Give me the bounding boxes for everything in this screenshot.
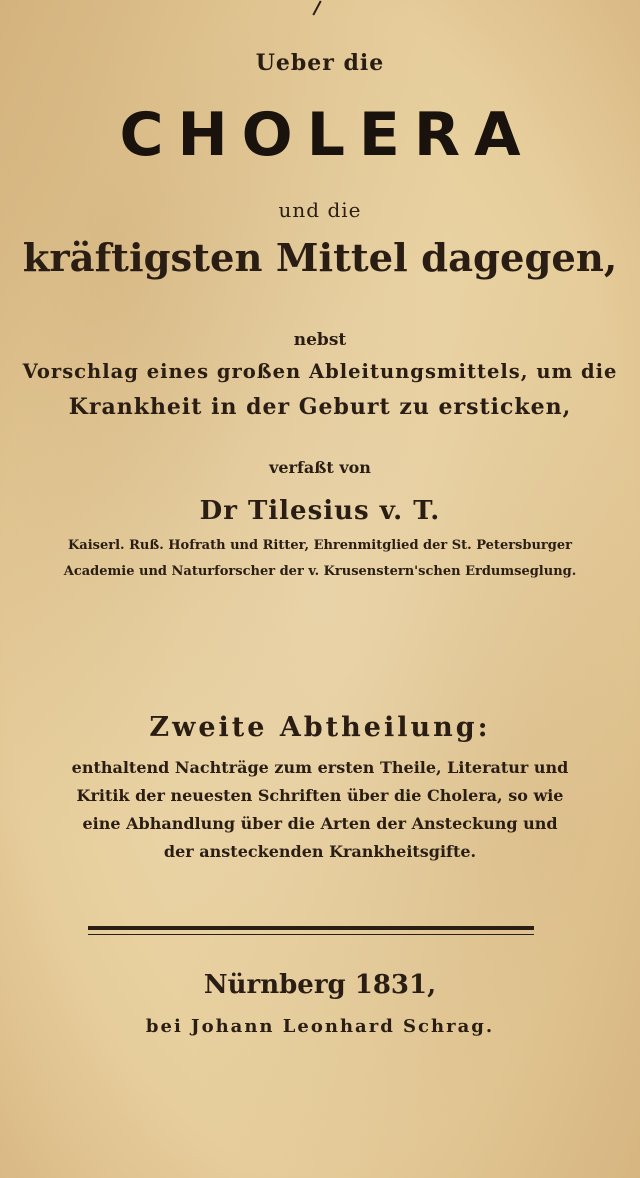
contents-line-2: Kritik der neuesten Schriften über die Cholera, so wie <box>76 786 564 805</box>
author-title-line-2: Academie und Naturforscher der v. Krusenstern'schen Erdumseglung. <box>63 564 577 579</box>
divider-rule-thin <box>88 934 534 935</box>
verfasst-von-label: verfaßt von <box>269 458 371 477</box>
divider-rule-thick <box>88 926 534 930</box>
contents-line-4: der ansteckenden Krankheitsgifte. <box>163 842 477 861</box>
imprint-place-year: Nürnberg 1831, <box>203 970 437 1000</box>
author-name: Dr Tilesius v. T. <box>199 496 441 526</box>
imprint-publisher: bei Johann Leonhard Schrag. <box>145 1016 495 1037</box>
heading-und-die: und die <box>278 198 362 222</box>
vorschlag-line-2: Krankheit in der Geburt zu ersticken, <box>68 394 572 420</box>
heading-ueber: Ueber die <box>255 50 385 76</box>
main-title: CHOLERA <box>119 100 535 170</box>
nebst-label: nebst <box>293 330 347 350</box>
author-title-line-1: Kaiserl. Ruß. Hofrath und Ritter, Ehrenmitglied der St. Petersburger <box>68 538 572 553</box>
subtitle: kräftigsten Mittel dagegen, <box>22 236 618 281</box>
ink-mark <box>312 0 321 15</box>
contents-line-1: enthaltend Nachträge zum ersten Theile, Literatur und <box>71 758 569 777</box>
section-heading: Zweite Abtheilung: <box>149 712 491 743</box>
contents-line-3: eine Abhandlung über die Arten der Ansteckung und <box>82 814 558 833</box>
vorschlag-line-1: Vorschlag eines großen Ableitungsmittels, um die <box>22 360 618 383</box>
